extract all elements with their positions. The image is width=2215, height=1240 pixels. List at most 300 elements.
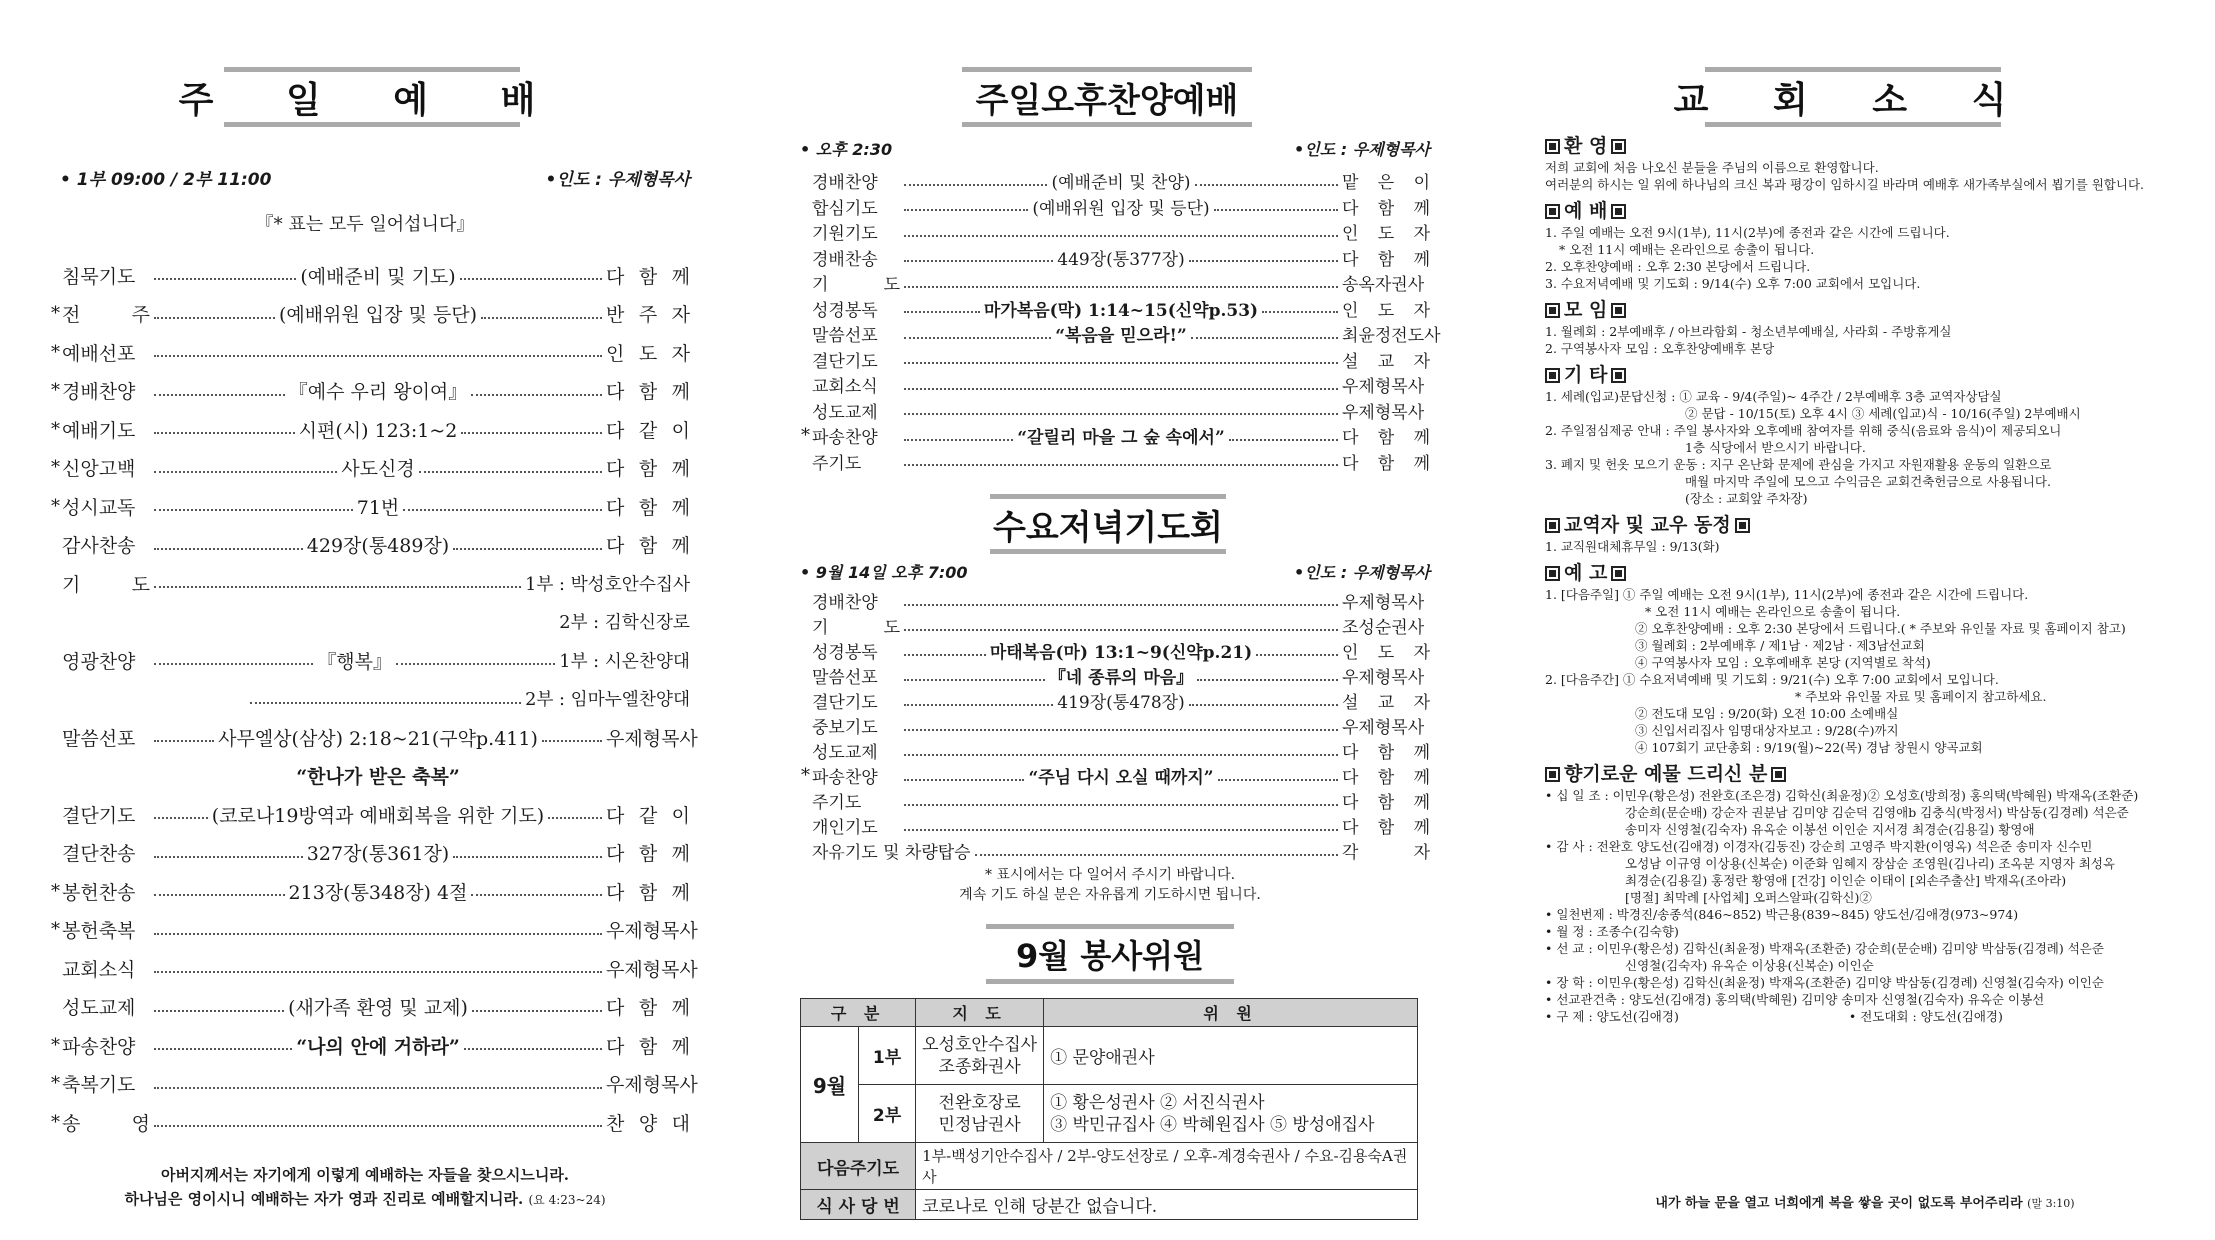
guide-cell: 전완호장로 민정남권사 bbox=[916, 1085, 1044, 1143]
service-row bbox=[40, 949, 698, 987]
news-line: 송미자 신영철(김숙자) 유옥순 이봉선 이인순 지서경 최경순(김용길) 황영애 bbox=[1625, 822, 2035, 837]
service-item-detail: 시편(시) 123:1~2 bbox=[298, 419, 458, 442]
service-item-name: 기원기도 bbox=[812, 224, 878, 244]
service-item-detail: “갈릴리 마을 그 숲 속에서” bbox=[1017, 428, 1225, 448]
dot-leader bbox=[975, 854, 1338, 856]
section-title: 수요저녁기도회 bbox=[990, 494, 1226, 554]
news-line: 저희 교회에 처음 나오신 분들을 주님의 이름으로 환영합니다. bbox=[1545, 160, 1879, 175]
service-row bbox=[790, 219, 1430, 244]
service-row bbox=[40, 526, 690, 564]
scripture-verse-1: 아버지께서는 자기에게 이렇게 예배하는 자들을 찾으시느니라. bbox=[160, 1166, 570, 1184]
service-item-leader: 우제형목사 bbox=[1342, 377, 1425, 397]
section-heading: 교역자 및 교우 동정 bbox=[1545, 517, 2185, 534]
service-item-detail: 『예수 우리 왕이여』 bbox=[288, 381, 468, 403]
news-line: ③ 신입서리집사 임명대상자보고 : 9/28(수)까지 bbox=[1635, 723, 1899, 738]
standing-marker: * bbox=[51, 919, 60, 940]
standing-marker: * bbox=[51, 418, 60, 440]
service-row bbox=[40, 372, 690, 410]
service-item-name: 경배찬양 bbox=[62, 381, 136, 403]
service-item-detail: 『행복』 bbox=[317, 650, 392, 673]
dot-leader bbox=[471, 394, 602, 396]
dot-leader bbox=[904, 337, 1051, 339]
dot-leader bbox=[154, 1010, 284, 1012]
service-item-name: 주기도 bbox=[812, 453, 862, 474]
service-row bbox=[790, 813, 1430, 838]
service-leader: •인도 : 우제형목사 bbox=[1294, 563, 1430, 582]
service-item-leader: 설 교 자 bbox=[1342, 351, 1430, 372]
news-line: • 감 사 : 전완호 양도선(김애경) 이경자(김동진) 강순희 고영주 박지환(이영옥) 석은준 송미자 신수민 bbox=[1545, 839, 2093, 854]
news-line: • 월 정 : 조종수(김숙향) bbox=[1545, 924, 1679, 939]
dot-leader bbox=[154, 1048, 292, 1050]
service-row bbox=[40, 1026, 690, 1064]
service-row bbox=[40, 410, 690, 448]
service-item-name: 결단기도 bbox=[812, 693, 878, 713]
service-item-leader: 1부 : 박성호안수집사 bbox=[525, 574, 690, 595]
dot-leader bbox=[250, 702, 521, 704]
service-item-name: 축복기도 bbox=[62, 1074, 136, 1096]
service-row bbox=[790, 398, 1430, 423]
service-row bbox=[40, 256, 690, 294]
service-item-leader: 우제형목사 bbox=[606, 727, 698, 750]
dot-leader bbox=[461, 432, 602, 434]
dot-leader bbox=[904, 362, 1338, 364]
meal-duty-value: 코로나로 인해 당분간 없습니다. bbox=[916, 1190, 1418, 1220]
service-time: • 9월 14일 오후 7:00 bbox=[800, 563, 968, 582]
dot-leader bbox=[154, 894, 285, 896]
service-item-leader: 다 함 께 bbox=[606, 881, 690, 904]
sunday-worship-column bbox=[40, 0, 698, 1240]
service-item-name: 성도교제 bbox=[812, 402, 878, 423]
afternoon-worship-column bbox=[790, 0, 1441, 1240]
news-line: ④ 구역봉사자 모임 : 오후예배후 본당 (지역별로 착석) bbox=[1635, 655, 1931, 670]
service-item-leader: 다 함 께 bbox=[606, 997, 690, 1019]
news-line: 2. 오후찬양예배 : 오후 2:30 본당에서 드립니다. bbox=[1545, 259, 1811, 274]
service-item-name: 파송찬양 bbox=[812, 768, 878, 788]
service-item-leader: 우제형목사 bbox=[606, 958, 698, 981]
dot-leader bbox=[1189, 704, 1338, 706]
service-item-leader: 찬 양 대 bbox=[606, 1112, 690, 1135]
service-item-leader: 우제형목사 bbox=[606, 920, 698, 942]
service-item-detail: “주님 다시 오실 때까지” bbox=[1028, 768, 1214, 788]
service-item-leader: 최윤정전도사 bbox=[1342, 326, 1441, 346]
dot-leader bbox=[453, 548, 602, 550]
square-icon bbox=[1545, 518, 1560, 533]
order-of-service bbox=[790, 168, 1441, 478]
service-item-name: 감사찬송 bbox=[62, 535, 136, 557]
news-line: 1. 주일 예배는 오전 9시(1부), 11시(2부)에 종전과 같은 시간에 드립니다. bbox=[1545, 225, 1950, 240]
service-item-name: 경배찬양 bbox=[812, 593, 878, 613]
service-row bbox=[790, 738, 1430, 763]
service-item-detail: (예배준비 및 기도) bbox=[300, 265, 456, 288]
service-row bbox=[790, 613, 1430, 638]
service-row bbox=[40, 1103, 690, 1141]
square-icon bbox=[1611, 204, 1626, 219]
service-row bbox=[790, 194, 1430, 219]
header-guide: 지 도 bbox=[916, 999, 1044, 1027]
service-item-detail: (새가족 환영 및 교제) bbox=[288, 997, 468, 1019]
service-item-name: 기 도 bbox=[812, 275, 900, 295]
service-item-leader: 반 주 자 bbox=[606, 304, 691, 326]
news-line: 1. [다음주일] ① 주일 예배는 오전 9시(1부), 11시(2부)에 종전과 같은 시간에 드립니다. bbox=[1545, 587, 2029, 602]
news-line: • 선 교 : 이민우(황은성) 김학신(최윤정) 박재옥(조환준) 강순희(문순배) 김미양 박삼동(김경례) 석은준 bbox=[1545, 941, 2104, 956]
scripture-verse: 내가 하늘 문을 열고 너희에게 복을 쌓을 곳이 없도록 부어주리라 (말 3:10) bbox=[1655, 1196, 2075, 1211]
service-row bbox=[40, 911, 698, 949]
news-line: 2. [다음주간] ① 수요저녁예배 및 기도회 : 9/21(수) 오후 7:00 교회에서 모입니다. bbox=[1545, 672, 1999, 687]
service-time: • 오후 2:30 bbox=[800, 140, 893, 159]
news-line: • 구 제 : 양도선(김애경) • 전도대회 : 양도선(김애경) bbox=[1545, 1009, 2003, 1024]
dot-leader bbox=[1191, 337, 1338, 339]
dot-leader bbox=[154, 509, 353, 511]
dot-leader bbox=[453, 856, 602, 858]
service-item-detail: “복음을 믿으라!” bbox=[1055, 326, 1187, 346]
news-line: ② 문답 - 10/15(토) 오후 4시 ③ 세례(입교)식 - 10/16(주일) 2부예배시 bbox=[1685, 406, 2081, 421]
news-line: 매월 마지막 주일에 모으고 수익금은 교회건축헌금으로 사용됩니다. bbox=[1685, 474, 2051, 489]
standing-marker: * bbox=[51, 303, 60, 324]
service-item-leader: 각 자 bbox=[1342, 843, 1430, 863]
service-row bbox=[790, 321, 1441, 346]
service-item-name: 파송찬양 bbox=[812, 428, 878, 448]
news-line: • 선교관건축 : 양도선(김애경) 홍의택(박혜원) 김미양 송미자 신영철(김숙자) 유옥순 이봉선 bbox=[1545, 992, 2045, 1007]
square-icon bbox=[1545, 303, 1560, 318]
service-item-name: 봉헌축복 bbox=[62, 920, 136, 942]
service-row bbox=[40, 988, 690, 1026]
dot-leader bbox=[1195, 184, 1338, 186]
section-title: 주일오후찬양예배 bbox=[962, 67, 1252, 127]
news-line: * 주보와 유인물 자료 및 홈페이지 참고하세요. bbox=[1795, 689, 2047, 704]
section-title: 교 회 소 식 bbox=[1705, 67, 2001, 127]
service-item-leader: 우제형목사 bbox=[606, 1074, 698, 1096]
service-row bbox=[40, 603, 690, 641]
service-item-leader: 다 함 께 bbox=[1342, 768, 1430, 788]
square-icon bbox=[1545, 767, 1560, 782]
service-row bbox=[790, 663, 1430, 688]
service-item-leader: 1부 : 시온찬양대 bbox=[559, 651, 690, 672]
square-icon bbox=[1545, 368, 1560, 383]
service-item-leader: 다 함 께 bbox=[606, 496, 690, 519]
service-item-name: 주기도 bbox=[812, 793, 862, 813]
dot-leader bbox=[1197, 679, 1338, 681]
service-item-leader: 다 함 께 bbox=[606, 843, 691, 865]
service-item-detail: 327장(통361장) bbox=[306, 843, 450, 865]
service-item-name: 전 주 bbox=[62, 304, 150, 326]
service-row bbox=[790, 296, 1430, 321]
service-item-name: 결단찬송 bbox=[62, 843, 136, 865]
service-item-detail: 449장(통377장) bbox=[1057, 249, 1185, 270]
service-item-detail: 마가복음(막) 1:14~15(신약p.53) bbox=[983, 300, 1259, 321]
service-item-name: 영광찬양 bbox=[62, 650, 136, 673]
service-item-name: 결단기도 bbox=[812, 351, 878, 372]
service-item-name: 봉헌찬송 bbox=[62, 881, 136, 904]
dot-leader bbox=[154, 394, 285, 396]
service-item-leader: 2부 : 임마누엘찬양대 bbox=[525, 690, 690, 710]
standing-marker: * bbox=[51, 380, 60, 401]
service-row bbox=[40, 333, 690, 371]
service-item-leader: 다 함 께 bbox=[1342, 249, 1430, 270]
section-heading: 예 고 bbox=[1545, 565, 2185, 582]
section-title: 주 일 예 배 bbox=[224, 67, 520, 127]
part-cell: 2부 bbox=[859, 1085, 916, 1143]
standing-marker: * bbox=[801, 425, 810, 446]
dot-leader bbox=[904, 388, 1338, 390]
square-icon bbox=[1611, 368, 1626, 383]
service-item-detail: 마태복음(마) 13:1~9(신약p.21) bbox=[989, 643, 1253, 663]
table-row bbox=[801, 1027, 1418, 1085]
dot-leader bbox=[154, 1087, 602, 1089]
service-item-name: 기 도 bbox=[812, 618, 900, 638]
news-line: 1층 식당에서 받으시기 바랍니다. bbox=[1685, 440, 1866, 455]
service-row bbox=[790, 245, 1430, 270]
service-row bbox=[790, 270, 1430, 295]
section-heading: 환 영 bbox=[1545, 138, 2185, 155]
service-item-name: 성도교제 bbox=[62, 997, 136, 1019]
service-item-name: 경배찬양 bbox=[812, 173, 878, 193]
square-icon bbox=[1611, 139, 1626, 154]
dot-leader bbox=[396, 663, 555, 665]
guide-cell: 오성호안수집사 조종화권사 bbox=[916, 1027, 1044, 1085]
service-item-leader: 인 도 자 bbox=[606, 342, 690, 365]
service-row bbox=[40, 680, 690, 718]
news-line: 3. 수요저녁예배 및 기도회 : 9/14(수) 오후 7:00 교회에서 모입니다. bbox=[1545, 276, 1921, 291]
standing-marker: * bbox=[51, 880, 60, 902]
service-item-name: 성도교제 bbox=[812, 743, 878, 763]
dot-leader bbox=[1214, 209, 1338, 211]
service-item-name: 예배기도 bbox=[62, 419, 136, 442]
dot-leader bbox=[154, 317, 275, 319]
service-row bbox=[40, 795, 690, 833]
dot-leader bbox=[1189, 260, 1338, 262]
standing-marker: * bbox=[51, 1034, 60, 1056]
service-row bbox=[40, 872, 690, 910]
news-body bbox=[1545, 128, 2185, 1025]
service-item-name: 성경봉독 bbox=[812, 643, 878, 663]
dot-leader bbox=[154, 971, 602, 973]
standing-marker: * bbox=[51, 495, 60, 517]
service-item-name: 개인기도 bbox=[812, 818, 878, 838]
service-row bbox=[40, 564, 690, 602]
header-category: 구 분 bbox=[801, 999, 916, 1027]
dot-leader bbox=[154, 933, 602, 935]
order-of-service bbox=[790, 588, 1430, 868]
service-item-name: 말씀선포 bbox=[62, 727, 136, 750]
dot-leader bbox=[1229, 439, 1338, 441]
standing-note: * 표시에서는 다 일어서 주시기 바랍니다. bbox=[984, 867, 1236, 883]
news-line: * 오전 11시 예배는 온라인으로 송출이 됩니다. bbox=[1559, 242, 1815, 257]
dot-leader bbox=[904, 654, 986, 656]
service-item-leader: 우제형목사 bbox=[1342, 718, 1425, 738]
news-line: 2. 구역봉사자 모임 : 오후찬양예배후 본당 bbox=[1545, 341, 1775, 356]
dot-leader bbox=[904, 464, 1338, 466]
service-row bbox=[40, 834, 690, 872]
dot-leader bbox=[403, 509, 602, 511]
dot-leader bbox=[154, 548, 303, 550]
service-row bbox=[40, 295, 690, 333]
next-prayer-value: 1부-백성기안수집사 / 2부-양도선장로 / 오후-계경숙권사 / 수요-김용숙A권사 bbox=[916, 1143, 1418, 1190]
dot-leader bbox=[904, 804, 1338, 806]
members-line: ③ 박민규집사 ④ 박혜원집사 ⑤ 방성애집사 bbox=[1050, 1114, 1375, 1135]
service-row bbox=[790, 588, 1430, 613]
dot-leader bbox=[419, 471, 602, 473]
prayer-note: 계속 기도 하실 분은 자유롭게 기도하시면 됩니다. bbox=[959, 887, 1261, 903]
service-item-leader: 다 함 께 bbox=[1342, 793, 1430, 813]
dot-leader bbox=[154, 432, 295, 434]
square-icon bbox=[1735, 518, 1750, 533]
service-item-leader: 우제형목사 bbox=[1342, 593, 1425, 613]
service-row bbox=[790, 347, 1430, 372]
service-item-name: 경배찬송 bbox=[812, 249, 878, 270]
section-heading: 예 배 bbox=[1545, 203, 2185, 220]
service-time: • 1부 09:00 / 2부 11:00 bbox=[60, 170, 272, 190]
news-line: 1. 월례회 : 2부예배후 / 아브라함회 - 청소년부예배실, 사라회 - 주방휴게실 bbox=[1545, 324, 1952, 339]
section-heading: 모 임 bbox=[1545, 302, 2185, 319]
service-row bbox=[40, 718, 698, 756]
service-item-detail: 213장(통348장) 4절 bbox=[288, 881, 468, 904]
service-item-detail: 사도신경 bbox=[341, 458, 415, 480]
service-item-name: 성시교독 bbox=[62, 496, 136, 519]
dot-leader bbox=[154, 278, 296, 280]
dot-leader bbox=[904, 629, 1338, 631]
dot-leader bbox=[1218, 779, 1338, 781]
members-cell bbox=[1044, 1085, 1418, 1143]
service-item-leader: 인 도 자 bbox=[1342, 300, 1431, 321]
service-item-name: 교회소식 bbox=[812, 377, 878, 397]
news-line: 2. 주일점심제공 안내 : 주일 봉사자와 오후예배 참여자를 위해 중식(음료와 음식)이 제공되오니 bbox=[1545, 423, 2062, 438]
service-item-detail: (예배위원 입장 및 등단) bbox=[278, 304, 478, 326]
service-item-name: 예배선포 bbox=[62, 342, 136, 365]
header-members: 위 원 bbox=[1044, 999, 1418, 1027]
service-item-leader: 인 도 자 bbox=[1342, 643, 1430, 663]
service-item-leader: 다 같 이 bbox=[606, 804, 690, 827]
news-line: • 십 일 조 : 이민우(황은성) 전완호(조은경) 김학신(최윤정)② 오성호(방희정) 홍의택(박혜원) 박재옥(조환준) bbox=[1545, 788, 2139, 803]
table-header-row bbox=[801, 999, 1418, 1027]
service-item-leader: 다 함 께 bbox=[1342, 453, 1430, 474]
standing-marker: * bbox=[51, 457, 60, 478]
dot-leader bbox=[904, 260, 1053, 262]
service-item-leader: 송옥자권사 bbox=[1342, 275, 1425, 295]
dot-leader bbox=[904, 286, 1338, 288]
service-item-leader: 다 함 께 bbox=[606, 265, 691, 288]
news-line: • 장 학 : 이민우(황은성) 김학신(최윤정) 박재옥(조환준) 김미양 박삼동(김경례) 신영철(김숙자) 이인순 bbox=[1545, 975, 2104, 990]
members-line: ① 황은성권사 ② 서진식권사 bbox=[1050, 1092, 1265, 1113]
service-row bbox=[790, 688, 1430, 713]
dot-leader bbox=[904, 413, 1338, 415]
service-item-detail: 사무엘상(삼상) 2:18~21(구약p.411) bbox=[218, 727, 538, 750]
service-item-name: 신앙고백 bbox=[62, 458, 136, 480]
service-item-detail: 419장(통478장) bbox=[1057, 693, 1185, 713]
service-item-leader: 다 함 께 bbox=[606, 535, 691, 557]
service-item-name: 침묵기도 bbox=[62, 265, 136, 288]
standing-marker: * bbox=[801, 765, 810, 786]
section-heading: 향기로운 예물 드리신 분 bbox=[1545, 766, 2185, 783]
service-item-name: 말씀선포 bbox=[812, 326, 878, 346]
news-line: 여러분의 하시는 일 위에 하나님의 크신 복과 평강이 임하시길 바라며 예배후 새가족부실에서 뵙기를 원합니다. bbox=[1545, 177, 2145, 192]
news-line: 3. 폐지 및 헌옷 모으기 운동 : 지구 온난화 문제에 관심을 가지고 자원재활용 운동의 일환으로 bbox=[1545, 457, 2052, 472]
service-row bbox=[790, 713, 1430, 738]
table-row bbox=[801, 1085, 1418, 1143]
dot-leader bbox=[904, 604, 1338, 606]
service-row bbox=[790, 838, 1430, 863]
church-news-column bbox=[1545, 0, 2185, 1240]
service-item-leader: 다 함 께 bbox=[1342, 818, 1430, 838]
service-item-detail: 『네 종류의 마음』 bbox=[1048, 668, 1194, 688]
service-item-leader: 다 함 께 bbox=[1342, 198, 1430, 219]
service-item-leader: 다 같 이 bbox=[606, 419, 691, 442]
dot-leader bbox=[904, 754, 1338, 756]
service-item-name: 말씀선포 bbox=[812, 668, 878, 688]
month-cell: 9월 bbox=[801, 1027, 859, 1143]
service-item-leader: 다 함 께 bbox=[1342, 428, 1431, 448]
news-line: (장소 : 교회앞 주차장) bbox=[1685, 491, 1808, 506]
dot-leader bbox=[154, 740, 214, 742]
part-cell: 1부 bbox=[859, 1027, 916, 1085]
standing-marker: * bbox=[51, 1111, 60, 1133]
service-item-leader: 인 도 자 bbox=[1342, 224, 1430, 244]
service-row bbox=[790, 788, 1430, 813]
service-row bbox=[40, 487, 690, 525]
standing-marker: * bbox=[51, 1073, 60, 1094]
service-item-name: 결단기도 bbox=[62, 804, 136, 827]
dot-leader bbox=[460, 278, 602, 280]
next-prayer-label: 다음주기도 bbox=[801, 1143, 916, 1190]
dot-leader bbox=[904, 829, 1338, 831]
service-row bbox=[40, 449, 690, 487]
table-row bbox=[801, 1190, 1418, 1220]
service-item-name: 송 영 bbox=[62, 1112, 150, 1135]
service-row bbox=[790, 372, 1430, 397]
dot-leader bbox=[904, 311, 980, 313]
square-icon bbox=[1545, 204, 1560, 219]
service-item-leader: 2부 : 김학신장로 bbox=[559, 613, 690, 633]
dot-leader bbox=[154, 1125, 602, 1127]
service-item-detail: 429장(통489장) bbox=[306, 535, 450, 557]
square-icon bbox=[1611, 303, 1626, 318]
service-leader: •인도 : 우제형목사 bbox=[545, 170, 690, 190]
dot-leader bbox=[542, 740, 602, 742]
service-row bbox=[40, 1065, 698, 1103]
service-item-leader: 다 함 께 bbox=[606, 1035, 691, 1058]
service-item-name: 합심기도 bbox=[812, 198, 878, 219]
news-line: ④ 107회기 교단총회 : 9/19(월)~22(목) 경남 창원시 양곡교회 bbox=[1635, 740, 1983, 755]
order-of-service bbox=[40, 256, 698, 1136]
news-line: 신영철(김숙자) 유옥순 이상용(신복순) 이인순 bbox=[1625, 958, 1874, 973]
service-item-detail: (예배준비 및 찬양) bbox=[1051, 173, 1191, 193]
news-line: ② 전도대 모임 : 9/20(화) 오전 10:00 소예배실 bbox=[1635, 706, 1899, 721]
dot-leader bbox=[154, 663, 313, 665]
table-row bbox=[801, 1143, 1418, 1190]
dot-leader bbox=[904, 779, 1024, 781]
standing-marker: * bbox=[51, 341, 60, 363]
dot-leader bbox=[464, 1048, 602, 1050]
service-row bbox=[790, 638, 1430, 663]
dot-leader bbox=[154, 856, 303, 858]
dot-leader bbox=[472, 1010, 602, 1012]
service-item-name: 파송찬양 bbox=[62, 1035, 136, 1058]
dot-leader bbox=[154, 817, 208, 819]
service-item-detail: (예배위원 입장 및 등단) bbox=[1032, 198, 1210, 219]
news-line: 1. 세례(입교)문답신청 : ① 교육 - 9/4(주일)~ 4주간 / 2부예배후 3층 교역자상담실 bbox=[1545, 389, 2002, 404]
dot-leader bbox=[471, 894, 602, 896]
volunteer-table bbox=[800, 998, 1418, 1220]
meal-duty-label: 식 사 당 번 bbox=[801, 1190, 916, 1220]
square-icon bbox=[1545, 566, 1560, 581]
square-icon bbox=[1545, 139, 1560, 154]
service-item-leader: 조성순권사 bbox=[1342, 618, 1425, 638]
news-line: [명절] 최막례 [사업체] 오퍼스알파(김학신)② bbox=[1625, 890, 1872, 905]
square-icon bbox=[1611, 566, 1626, 581]
section-heading: 기 타 bbox=[1545, 367, 2185, 384]
service-leader: •인도 : 우제형목사 bbox=[1294, 140, 1430, 159]
dot-leader bbox=[904, 439, 1013, 441]
standing-note: 『* 표는 모두 일어섭니다』 bbox=[255, 214, 475, 235]
